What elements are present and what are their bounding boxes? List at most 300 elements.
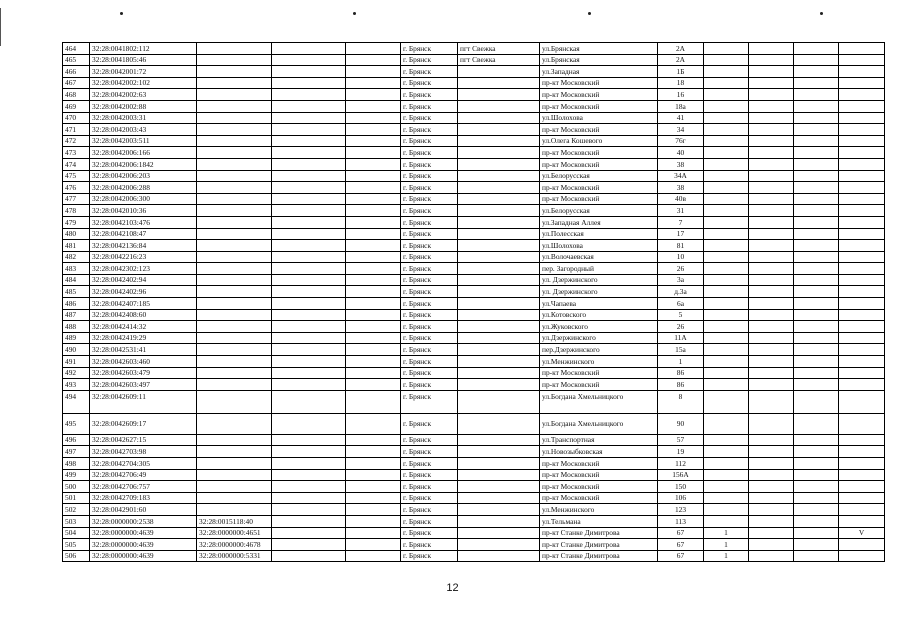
column-10: 1 (704, 527, 749, 539)
table-row (63, 251, 885, 263)
settlement (458, 390, 540, 413)
row-number: 499 (63, 469, 90, 481)
row-number: 464 (63, 43, 90, 55)
column-10 (704, 43, 749, 55)
cadastral-number: 32:28:0042302:123 (90, 263, 197, 275)
street: ул.Западная Аллея (540, 216, 658, 228)
building-number: 86 (658, 367, 704, 379)
column-10 (704, 344, 749, 356)
table-row (63, 550, 885, 562)
column-10 (704, 458, 749, 470)
punch-dot (820, 12, 823, 15)
cadastral-number: 32:28:0042531:41 (90, 344, 197, 356)
street: пр-кт Станке Димитрова (540, 527, 658, 539)
column-12 (794, 332, 839, 344)
column-13 (839, 112, 885, 124)
settlement (458, 367, 540, 379)
column-13 (839, 54, 885, 66)
column-11 (749, 263, 794, 275)
city: г. Брянск (401, 286, 458, 298)
column-12 (794, 458, 839, 470)
column-4 (272, 321, 346, 333)
column-4 (272, 66, 346, 78)
building-number: 2А (658, 54, 704, 66)
settlement (458, 240, 540, 252)
row-number: 501 (63, 492, 90, 504)
settlement (458, 469, 540, 481)
city: г. Брянск (401, 321, 458, 333)
row-number: 472 (63, 135, 90, 147)
building-number: 1Б (658, 66, 704, 78)
column-10 (704, 251, 749, 263)
column-13 (839, 158, 885, 170)
city: г. Брянск (401, 469, 458, 481)
column-10 (704, 158, 749, 170)
city: г. Брянск (401, 193, 458, 205)
column-4 (272, 263, 346, 275)
street: ул.Новозыбковская (540, 446, 658, 458)
column-11 (749, 100, 794, 112)
settlement (458, 481, 540, 493)
column-11 (749, 481, 794, 493)
column-5 (346, 182, 401, 194)
cadastral-number: 32:28:0042609:11 (90, 390, 197, 413)
column-13 (839, 124, 885, 136)
cadastral-number: 32:28:0042407:185 (90, 298, 197, 310)
column-10 (704, 124, 749, 136)
city: г. Брянск (401, 263, 458, 275)
cadastral-number-2 (197, 124, 272, 136)
cadastral-number: 32:28:0042216:23 (90, 251, 197, 263)
column-13 (839, 286, 885, 298)
column-10 (704, 504, 749, 516)
city: г. Брянск (401, 158, 458, 170)
settlement (458, 216, 540, 228)
column-5 (346, 43, 401, 55)
column-11 (749, 492, 794, 504)
column-12 (794, 515, 839, 527)
city: г. Брянск (401, 135, 458, 147)
column-5 (346, 321, 401, 333)
column-12 (794, 54, 839, 66)
city: г. Брянск (401, 309, 458, 321)
cadastral-number-2 (197, 446, 272, 458)
column-5 (346, 158, 401, 170)
cadastral-number-2 (197, 251, 272, 263)
column-10 (704, 321, 749, 333)
settlement (458, 504, 540, 516)
cadastral-number-2 (197, 228, 272, 240)
table-row (63, 356, 885, 368)
column-10 (704, 193, 749, 205)
cadastral-number-2 (197, 458, 272, 470)
street: ул.Шолохова (540, 240, 658, 252)
column-4 (272, 112, 346, 124)
column-13 (839, 309, 885, 321)
column-12 (794, 367, 839, 379)
column-4 (272, 147, 346, 159)
column-4 (272, 550, 346, 562)
city: г. Брянск (401, 100, 458, 112)
column-11 (749, 367, 794, 379)
street: пр-кт Московский (540, 481, 658, 493)
cadastral-number: 32:28:0042414:32 (90, 321, 197, 333)
column-13 (839, 413, 885, 434)
column-5 (346, 100, 401, 112)
cadastral-number: 32:28:0042006:203 (90, 170, 197, 182)
city: г. Брянск (401, 274, 458, 286)
city: г. Брянск (401, 550, 458, 562)
table-row (63, 469, 885, 481)
cadastral-number: 32:28:0042010:36 (90, 205, 197, 217)
cadastral-number: 32:28:0042419:29 (90, 332, 197, 344)
column-13 (839, 66, 885, 78)
building-number: 67 (658, 539, 704, 551)
column-11 (749, 89, 794, 101)
settlement (458, 309, 540, 321)
column-12 (794, 216, 839, 228)
column-11 (749, 539, 794, 551)
column-5 (346, 228, 401, 240)
cadastral-number-2 (197, 147, 272, 159)
column-12 (794, 550, 839, 562)
cadastral-number-2: 32:28:0015118:40 (197, 515, 272, 527)
table-row (63, 446, 885, 458)
street: ул.Транспортная (540, 434, 658, 446)
table-row (63, 515, 885, 527)
row-number: 475 (63, 170, 90, 182)
column-5 (346, 170, 401, 182)
column-12 (794, 147, 839, 159)
cadastral-number-2 (197, 205, 272, 217)
building-number: 40в (658, 193, 704, 205)
building-number: 34 (658, 124, 704, 136)
column-4 (272, 170, 346, 182)
cadastral-number: 32:28:0042006:288 (90, 182, 197, 194)
settlement (458, 124, 540, 136)
column-11 (749, 390, 794, 413)
table-row (63, 286, 885, 298)
column-11 (749, 379, 794, 391)
row-number: 468 (63, 89, 90, 101)
column-5 (346, 481, 401, 493)
table-row (63, 390, 885, 413)
cadastral-number-2 (197, 298, 272, 310)
column-10 (704, 309, 749, 321)
cadastral-number: 32:28:0042706:757 (90, 481, 197, 493)
row-number: 497 (63, 446, 90, 458)
column-4 (272, 54, 346, 66)
city: г. Брянск (401, 458, 458, 470)
settlement (458, 344, 540, 356)
column-12 (794, 286, 839, 298)
building-number: 34А (658, 170, 704, 182)
column-5 (346, 309, 401, 321)
cadastral-number-2 (197, 309, 272, 321)
column-10: 1 (704, 539, 749, 551)
column-12 (794, 481, 839, 493)
city: г. Брянск (401, 413, 458, 434)
column-4 (272, 390, 346, 413)
settlement (458, 77, 540, 89)
column-5 (346, 89, 401, 101)
column-12 (794, 344, 839, 356)
column-11 (749, 298, 794, 310)
column-11 (749, 112, 794, 124)
column-4 (272, 515, 346, 527)
column-5 (346, 77, 401, 89)
column-4 (272, 539, 346, 551)
table-row (63, 54, 885, 66)
column-4 (272, 100, 346, 112)
table-row (63, 321, 885, 333)
cadastral-number-2 (197, 344, 272, 356)
settlement (458, 182, 540, 194)
column-12 (794, 321, 839, 333)
row-number: 487 (63, 309, 90, 321)
street: ул.Менжинского (540, 504, 658, 516)
column-10 (704, 379, 749, 391)
column-10 (704, 298, 749, 310)
settlement: пгт Свежка (458, 54, 540, 66)
building-number: 76г (658, 135, 704, 147)
row-number: 506 (63, 550, 90, 562)
city: г. Брянск (401, 66, 458, 78)
building-number: 38 (658, 158, 704, 170)
column-10 (704, 170, 749, 182)
settlement (458, 205, 540, 217)
column-4 (272, 527, 346, 539)
street: пр-кт Московский (540, 193, 658, 205)
column-12 (794, 158, 839, 170)
cadastral-register-table (62, 42, 885, 562)
column-5 (346, 492, 401, 504)
column-11 (749, 344, 794, 356)
table-row (63, 367, 885, 379)
column-12 (794, 309, 839, 321)
column-10 (704, 89, 749, 101)
row-number: 482 (63, 251, 90, 263)
column-5 (346, 434, 401, 446)
row-number: 465 (63, 54, 90, 66)
building-number: 150 (658, 481, 704, 493)
row-number: 474 (63, 158, 90, 170)
cadastral-number-2: 32:28:0000000:4651 (197, 527, 272, 539)
column-11 (749, 504, 794, 516)
building-number: 6а (658, 298, 704, 310)
city: г. Брянск (401, 379, 458, 391)
street: ул.Волочаевская (540, 251, 658, 263)
building-number: 5 (658, 309, 704, 321)
street: ул.Богдана Хмельницкого (540, 390, 658, 413)
column-10 (704, 286, 749, 298)
column-5 (346, 135, 401, 147)
column-13 (839, 182, 885, 194)
cadastral-number: 32:28:0042006:300 (90, 193, 197, 205)
column-13 (839, 274, 885, 286)
column-11 (749, 321, 794, 333)
column-10 (704, 413, 749, 434)
street: ул. Дзержинского (540, 274, 658, 286)
column-11 (749, 309, 794, 321)
table-row (63, 332, 885, 344)
building-number: 112 (658, 458, 704, 470)
building-number: 19 (658, 446, 704, 458)
cadastral-number: 32:28:0000000:4639 (90, 539, 197, 551)
city: г. Брянск (401, 298, 458, 310)
street: ул.Тельмана (540, 515, 658, 527)
settlement (458, 286, 540, 298)
cadastral-number: 32:28:0042704:305 (90, 458, 197, 470)
column-10 (704, 515, 749, 527)
column-10 (704, 112, 749, 124)
building-number: 156А (658, 469, 704, 481)
column-13 (839, 481, 885, 493)
column-4 (272, 446, 346, 458)
column-10 (704, 66, 749, 78)
column-4 (272, 158, 346, 170)
settlement (458, 515, 540, 527)
table-row (63, 481, 885, 493)
column-13 (839, 135, 885, 147)
city: г. Брянск (401, 367, 458, 379)
table-row (63, 434, 885, 446)
column-4 (272, 367, 346, 379)
street: пр-кт Московский (540, 147, 658, 159)
city: г. Брянск (401, 390, 458, 413)
column-12 (794, 527, 839, 539)
table-row (63, 170, 885, 182)
row-number: 486 (63, 298, 90, 310)
table-row (63, 89, 885, 101)
street: ул.Жуковского (540, 321, 658, 333)
column-4 (272, 43, 346, 55)
column-12 (794, 228, 839, 240)
settlement (458, 550, 540, 562)
column-13 (839, 390, 885, 413)
street: пр-кт Московский (540, 379, 658, 391)
column-10 (704, 274, 749, 286)
column-11 (749, 54, 794, 66)
cadastral-number-2 (197, 434, 272, 446)
city: г. Брянск (401, 216, 458, 228)
cadastral-number-2 (197, 77, 272, 89)
column-4 (272, 274, 346, 286)
building-number: 86 (658, 379, 704, 391)
building-number: 18 (658, 77, 704, 89)
column-11 (749, 124, 794, 136)
row-number: 490 (63, 344, 90, 356)
column-12 (794, 356, 839, 368)
cadastral-number: 32:28:0042609:17 (90, 413, 197, 434)
settlement (458, 379, 540, 391)
column-5 (346, 356, 401, 368)
column-11 (749, 66, 794, 78)
punch-dot (353, 12, 356, 15)
column-11 (749, 43, 794, 55)
column-13 (839, 228, 885, 240)
table-row (63, 66, 885, 78)
building-number: 123 (658, 504, 704, 516)
city: г. Брянск (401, 251, 458, 263)
cadastral-number: 32:28:0000000:4639 (90, 550, 197, 562)
cadastral-number-2 (197, 356, 272, 368)
cadastral-number-2 (197, 182, 272, 194)
column-4 (272, 216, 346, 228)
settlement (458, 158, 540, 170)
settlement (458, 89, 540, 101)
column-10 (704, 263, 749, 275)
column-5 (346, 240, 401, 252)
street: ул.Шолохова (540, 112, 658, 124)
street: ул.Дзержинского (540, 332, 658, 344)
column-11 (749, 446, 794, 458)
settlement (458, 66, 540, 78)
column-11 (749, 434, 794, 446)
column-11 (749, 205, 794, 217)
column-13 (839, 251, 885, 263)
city: г. Брянск (401, 228, 458, 240)
table-row (63, 240, 885, 252)
table-row (63, 263, 885, 275)
cadastral-number-2 (197, 413, 272, 434)
column-10 (704, 228, 749, 240)
column-13 (839, 216, 885, 228)
column-12 (794, 263, 839, 275)
column-11 (749, 135, 794, 147)
row-number: 502 (63, 504, 90, 516)
column-11 (749, 228, 794, 240)
settlement (458, 527, 540, 539)
column-11 (749, 170, 794, 182)
column-11 (749, 77, 794, 89)
table-row (63, 77, 885, 89)
column-4 (272, 413, 346, 434)
column-11 (749, 515, 794, 527)
city: г. Брянск (401, 344, 458, 356)
column-13 (839, 240, 885, 252)
street: пр-кт Московский (540, 458, 658, 470)
column-13 (839, 550, 885, 562)
column-4 (272, 344, 346, 356)
city: г. Брянск (401, 54, 458, 66)
column-11 (749, 527, 794, 539)
column-12 (794, 413, 839, 434)
row-number: 481 (63, 240, 90, 252)
city: г. Брянск (401, 182, 458, 194)
street: ул.Полесская (540, 228, 658, 240)
street: пр-кт Московский (540, 124, 658, 136)
table-row (63, 298, 885, 310)
row-number: 485 (63, 286, 90, 298)
cadastral-number-2 (197, 54, 272, 66)
column-12 (794, 251, 839, 263)
column-13 (839, 458, 885, 470)
column-12 (794, 469, 839, 481)
row-number: 471 (63, 124, 90, 136)
column-4 (272, 77, 346, 89)
column-11 (749, 182, 794, 194)
cadastral-number: 32:28:0041805:46 (90, 54, 197, 66)
column-12 (794, 492, 839, 504)
column-10 (704, 216, 749, 228)
street: пр-кт Московский (540, 469, 658, 481)
column-4 (272, 492, 346, 504)
column-4 (272, 135, 346, 147)
city: г. Брянск (401, 147, 458, 159)
building-number: 18а (658, 100, 704, 112)
row-number: 466 (63, 66, 90, 78)
